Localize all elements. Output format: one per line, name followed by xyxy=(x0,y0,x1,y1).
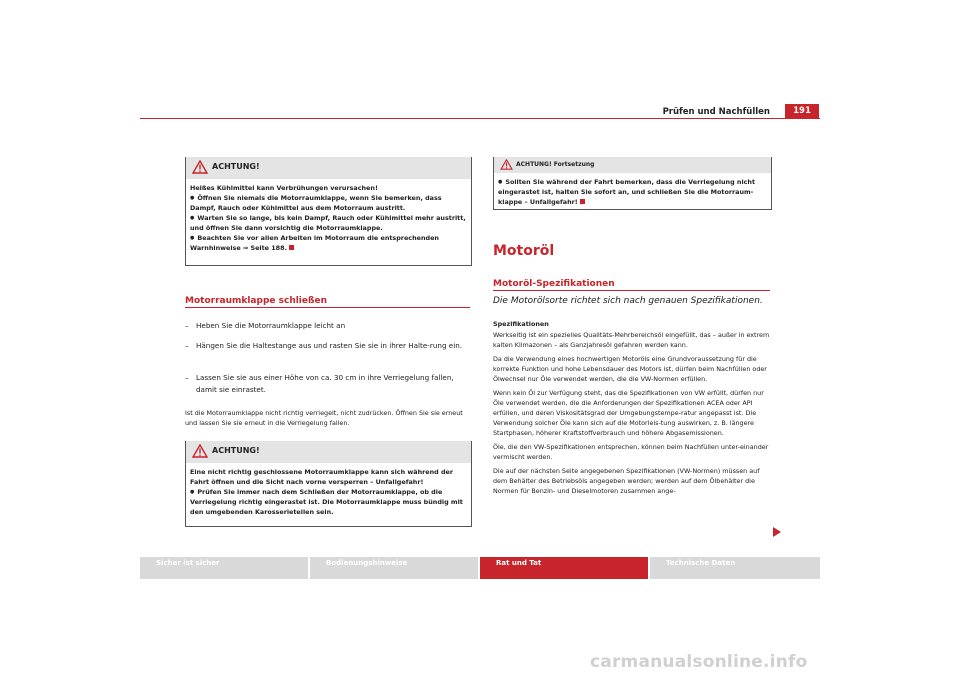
step-item: – Hängen Sie die Haltestange aus und rasten Sie sie in ihrer Halte-rung ein. xyxy=(185,341,463,350)
warning-lead: Heißes Kühlmittel kann Verbrühungen verursachen! xyxy=(190,184,378,192)
warning-header xyxy=(186,157,471,179)
hood-note: Ist die Motorraumklappe nicht richtig verriegelt, nicht zudrücken. Öffnen Sie sie erneut und lassen Sie sie erneut in die Verriegelung fallen. xyxy=(185,409,463,427)
oil-body-text xyxy=(493,330,773,500)
warning-triangle-icon xyxy=(500,159,513,170)
section-title-engine-oil: Motoröl xyxy=(493,243,555,259)
warning-item: ● Warten Sie so lange, bis kein Dampf, Rauch oder Kühlmittel mehr austritt, und öffnen Sie dann vorsichtig die Motorraumklappe. xyxy=(190,213,467,233)
page-number: 191 xyxy=(785,104,819,118)
paragraph: Wenn kein Öl zur Verfügung steht, das die Spezifikationen von VW erfüllt, dürfen nur Öle verwendet werden, die die Anforderungen der Spezifikationen ACEA oder API erfüllen, und deren Viskositätsgrad der Umgebungstempe-ratur angepasst ist. Die Verwendung solcher Öle kann sich auf die Motorleis-tung auswirken, z. B. längere Startphasen, höherer Kraftstoffverbrauch und höhere Abgasemissionen. xyxy=(493,389,764,437)
footer-tab-technical[interactable]: Technische Daten xyxy=(650,557,820,579)
end-mark-icon xyxy=(289,245,294,250)
warning-header xyxy=(186,441,471,463)
step-item: – Lassen Sie sie aus einer Höhe von ca. 30 cm in ihre Verriegelung fallen, damit sie einrastet. xyxy=(185,373,454,394)
step-item: – Heben Sie die Motorraumklappe leicht an xyxy=(185,321,346,330)
warning-item: ● Prüfen Sie immer nach dem Schließen der Motorraumklappe, ob die Verriegelung richtig eingerastet ist. Die Motorraumklappe muss bündig mit den umgebenden Karosserieteilen sein. xyxy=(190,487,467,517)
page-header-title: Prüfen und Nachfüllen xyxy=(662,107,770,117)
warning-box-continued xyxy=(493,157,772,210)
warning-lead: Eine nicht richtig geschlossene Motorraumklappe kann sich während der Fahrt öffnen und die Sicht nach vorne versperren – Unfallgefahr! xyxy=(190,468,454,486)
warning-item: ● Sollten Sie während der Fahrt bemerken, dass die Verriegelung nicht eingerastet ist, halten Sie sofort an, und schließen Sie die Motorraum-klappe – Unfallgefahr! xyxy=(498,177,767,207)
warning-label: ACHTUNG! Fortsetzung xyxy=(516,161,595,168)
warning-triangle-icon xyxy=(192,444,208,458)
paragraph: Öle, die den VW-Spezifikationen entsprechen, können beim Nachfüllen unter-einander vermischt werden. xyxy=(493,443,769,461)
subsection-title-oil-spec: Motoröl-Spezifikationen xyxy=(493,279,615,289)
footer-tab-advice[interactable]: Rat und Tat xyxy=(480,557,648,579)
warning-header xyxy=(494,157,771,173)
end-mark-icon xyxy=(580,199,585,204)
warning-label: ACHTUNG! xyxy=(212,446,260,455)
section-divider xyxy=(185,307,470,308)
header-divider xyxy=(140,118,820,119)
warning-label: ACHTUNG! xyxy=(212,162,260,171)
warning-triangle-icon xyxy=(192,160,208,174)
warning-item: ● Beachten Sie vor allen Arbeiten im Motorraum die entsprechenden Warnhinweise ⇒ Seite 188. xyxy=(190,233,467,253)
oil-intro: Die Motorölsorte richtet sich nach genauen Spezifikationen. xyxy=(493,296,763,306)
watermark: carmanualsonline.info xyxy=(590,652,808,672)
footer-tab-operation[interactable]: Bedienungshinweise xyxy=(310,557,478,579)
warning-box-coolant xyxy=(185,157,472,266)
footer-tab-safety[interactable]: Sicher ist sicher xyxy=(140,557,308,579)
section-title-close-hood: Motorraumklappe schließen xyxy=(185,296,327,306)
warning-box-hood xyxy=(185,441,472,527)
warning-item: ● Öffnen Sie niemals die Motorraumklappe, wenn Sie bemerken, dass Dampf, Rauch oder Kühlmittel aus dem Motorraum austritt. xyxy=(190,193,467,213)
subsection-divider xyxy=(493,290,770,291)
paragraph: Die auf der nächsten Seite angegebenen Spezifikationen (VW-Normen) müssen auf dem Behälter des Betriebsöls angegeben werden; werden auf dem Ölbehälter die Normen für Benzin- und Dieselmotoren zusammen ange- xyxy=(493,467,760,495)
continue-arrow-icon xyxy=(773,527,781,537)
paragraph: Da die Verwendung eines hochwertigen Motoröls eine Grundvoraussetzung für die korrekte Funktion und hohe Lebensdauer des Motors ist, dürfen beim Nachfüllen oder Ölwechsel nur Öle verwendet werden, die die VW-Normen erfüllen. xyxy=(493,355,767,383)
spec-heading: Spezifikationen xyxy=(493,320,549,328)
paragraph: Werkseitig ist ein spezielles Qualitäts-Mehrbereichsöl eingefüllt, das – außer in extrem kalten Klimazonen – als Ganzjahresöl gefahren werden kann. xyxy=(493,331,770,349)
